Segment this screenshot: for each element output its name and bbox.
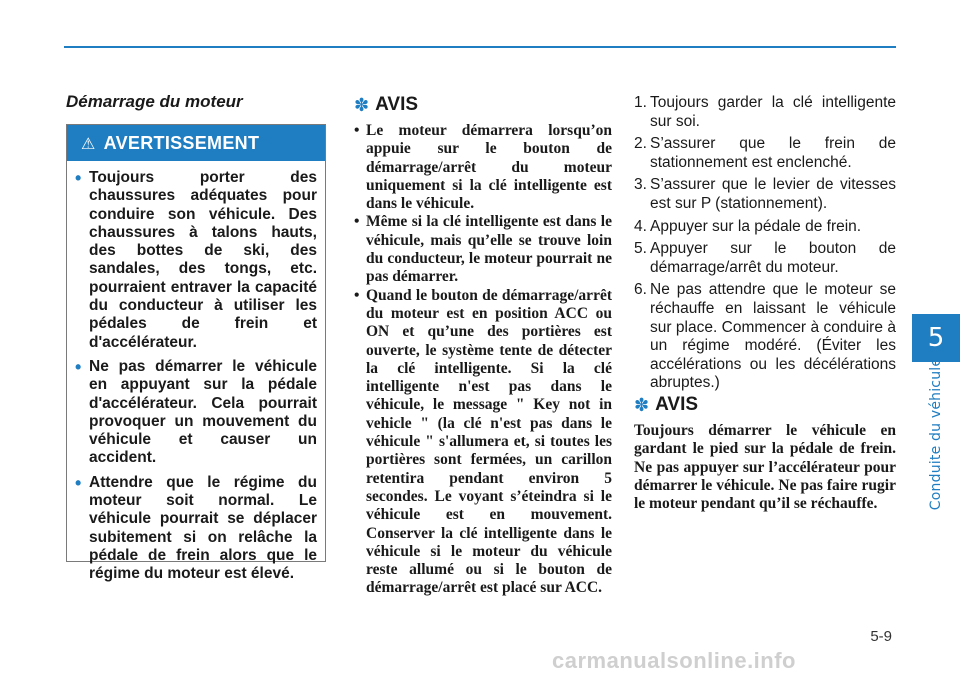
avis-item: • Quand le bouton de démarrage/arrêt du moteur est en position ACC ou ON et qu’une des portières est ouverte, le système tente de détecter la clé intelligente. Si la clé intelligente n'est pas dans le véhicule, le message " Key not in vehicle " (la clé n'est pas dans le véhicule " s'allumera et, si toutes les portières sont fermées, un carillon retentira pendant environ 5 secondes. Le voyant s’éteindra si le véhicule est en mouvement. Conserver la clé intelligente dans le véhicule si le moteur du véhicule reste allumé ou si le bouton de démarrage/arrêt est placé sur ACC. [354, 286, 612, 597]
watermark: carmanualsonline.info [552, 648, 796, 673]
warning-box [66, 124, 326, 583]
step-item: 2. S’assurer que le frein de stationnement est enclenché. [634, 135, 896, 171]
header-rule [64, 46, 896, 48]
warning-item: • Ne pas démarrer le véhicule en appuyant sur la pédale d'accélérateur. Cela pourrait provoquer un mouvement du véhicule et causer un accident. [75, 356, 317, 467]
warning-list [67, 161, 325, 584]
avis-item: • Le moteur démarrera lorsqu’on appuie sur le bouton de démarrage/arrêt du moteur uniquement si la clé intelligente est dans le véhicule. [354, 122, 612, 213]
chapter-number: 5 [927, 323, 945, 353]
warning-item: • Toujours porter des chaussures adéquates pour conduire son véhicule. Des chaussures à talons hauts, des bottes de ski, des sandales, des tongs, etc. pourraient entraver la capacité du conducteur à utiliser les pédales de frein et d'accélérateur. [75, 168, 317, 351]
avis-star-icon: ✽ [634, 394, 650, 416]
warning-triangle-icon: ⚠ [81, 133, 96, 153]
warning-heading: AVERTISSEMENT [103, 132, 260, 153]
step-item: 6. Ne pas attendre que le moteur se réchauffe en laissant le véhicule sur place. Commencer à conduire à un régime modéré. (Éviter les accélérations ou les décélérations abruptes.) [634, 281, 896, 392]
step-item: 3. S’assurer que le levier de vitesses est sur P (stationnement). [634, 176, 896, 212]
chapter-tab[interactable] [912, 314, 960, 362]
start-steps [634, 94, 896, 397]
avis-notice-2 [634, 394, 896, 513]
chapter-label: Conduite du véhicule [928, 357, 944, 511]
avis-list [354, 122, 612, 598]
steps-list [634, 94, 896, 393]
warning-header [67, 125, 325, 161]
avis-text: Toujours démarrer le véhicule en gardant le pied sur la pédale de frein. Ne pas appuyer sur l’accélérateur pour démarrer le véhicule. Ne pas faire rugir le moteur pendant qu’il se réchauffe. [634, 422, 896, 513]
bullet-icon: • [75, 472, 82, 493]
avis-title: ✽ AVIS [634, 394, 699, 416]
avis-notice-1 [354, 94, 612, 598]
avis-title: ✽ AVIS [354, 94, 419, 116]
section-title: Démarrage du moteur [66, 92, 243, 111]
avis-star-icon: ✽ [354, 94, 370, 116]
bullet-icon: • [75, 168, 82, 188]
step-item: 5. Appuyer sur le bouton de démarrage/arrêt du moteur. [634, 240, 896, 276]
warning-item: • Attendre que le régime du moteur soit normal. Le véhicule pourrait se déplacer subitement si on relâche la pédale de frein alors que le régime du moteur est élevé. [75, 472, 317, 583]
step-item: 4. Appuyer sur la pédale de frein. [634, 217, 862, 235]
step-item: 1. Toujours garder la clé intelligente sur soi. [634, 94, 896, 130]
avis-item: • Même si la clé intelligente est dans le véhicule, mais qu’elle se trouve loin du conducteur, le moteur pourrait ne pas démarrer. [354, 213, 612, 286]
bullet-icon: • [75, 356, 82, 377]
page-number: 5-9 [870, 628, 892, 645]
